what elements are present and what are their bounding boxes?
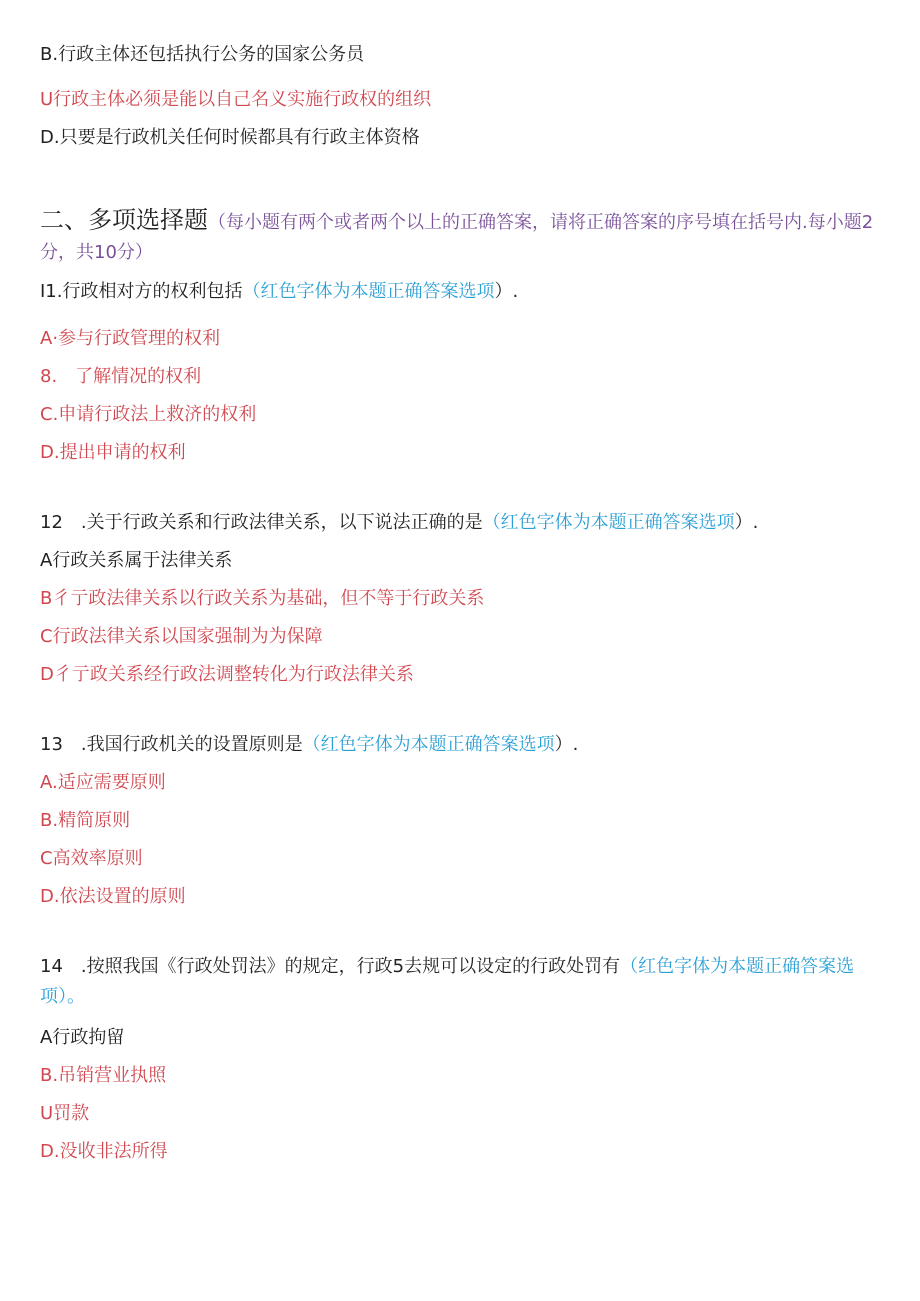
question-13-stem: [40, 733, 578, 757]
question-11-tail: ）.: [494, 281, 519, 302]
section-heading: [40, 205, 880, 268]
question-13-tail: ）.: [554, 734, 579, 755]
q12-option-a: A行政关系属于法律关系: [40, 550, 233, 571]
prev-option-d: D.只要是行政机关任何时候都具有行政主体资格: [40, 127, 420, 148]
prev-option-c: U行政主体必须是能以自己名义实施行政权的组织: [40, 89, 432, 110]
q13-option-b: B.精简原则: [40, 810, 131, 831]
q13-option-d: D.依法设置的原则: [40, 886, 186, 907]
q12-option-d: D彳亍政关系经行政法调整转化为行政法律关系: [40, 664, 414, 685]
q12-option-c: C行政法律关系以国家强制为为保障: [40, 626, 323, 647]
question-12-stem: [40, 511, 758, 535]
question-14-stem: [40, 952, 880, 1012]
q11-option-c: C.申请行政法上救济的权利: [40, 404, 257, 425]
q14-option-d: D.没收非法所得: [40, 1141, 168, 1162]
question-11-hint: （红色字体为本题正确答案选项: [242, 281, 495, 302]
q13-option-c: C高效率原则: [40, 848, 143, 869]
question-14-text: 14 .按照我国《行政处罚法》的规定，行政5去规可以设定的行政处罚有: [40, 956, 621, 977]
question-12-tail: ）.: [734, 512, 759, 533]
q14-option-b: B.吊销营业执照: [40, 1065, 167, 1086]
question-11-text: I1.行政相对方的权利包括: [40, 281, 243, 302]
section-title: 二、多项选择题: [40, 206, 208, 234]
prev-option-b: B.行政主体还包括执行公务的国家公务员: [40, 44, 365, 65]
q11-option-b: 8. 了解情况的权利: [40, 366, 202, 387]
question-11-stem: [40, 280, 518, 304]
q14-option-c: U罚款: [40, 1103, 90, 1124]
question-13-hint: （红色字体为本题正确答案选项: [302, 734, 555, 755]
q13-option-a: A.适应需要原则: [40, 772, 166, 793]
question-12-hint: （红色字体为本题正确答案选项: [482, 512, 735, 533]
q11-option-a: A·参与行政管理的权利: [40, 328, 221, 349]
question-13-text: 13 .我国行政机关的设置原则是: [40, 734, 303, 755]
section-note: （每小题有两个或者两个以上的正确答案，请将正确答案的序号填在括号内.每小题2分，共10分）: [40, 212, 874, 263]
question-14-hint: （红色字体为本题正确答案选项）。: [40, 956, 855, 1007]
q14-option-a: A行政拘留: [40, 1027, 125, 1048]
q11-option-d: D.提出申请的权利: [40, 442, 186, 463]
q12-option-b: B彳亍政法律关系以行政关系为基础，但不等于行政关系: [40, 588, 485, 609]
question-12-text: 12 .关于行政关系和行政法律关系，以下说法正确的是: [40, 512, 483, 533]
